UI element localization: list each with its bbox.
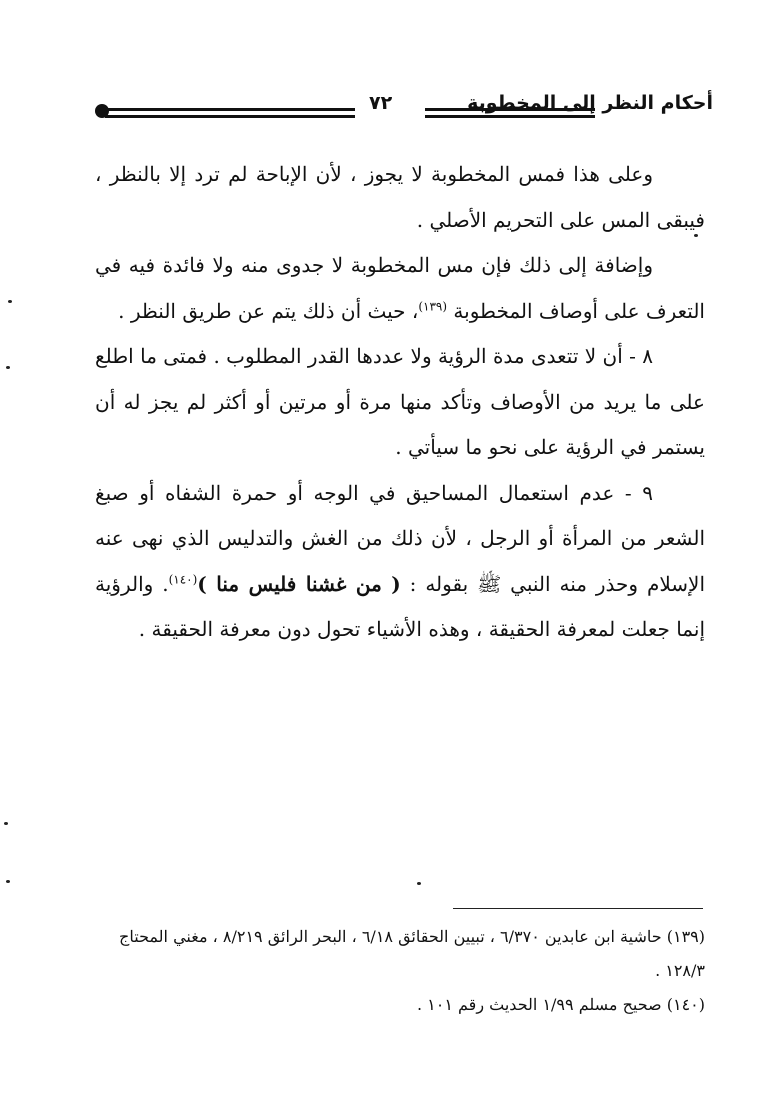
footnote-ref-140: (١٤٠) [168,571,198,586]
footnote-separator [453,908,703,909]
paragraph-mass-ruling: وعلى هذا فمس المخطوبة لا يجوز ، لأن الإباحة لم ترد إلا بالنظر ، فيبقى المس على التحريم الأصلي . [95,162,705,232]
header-rule-long [105,108,355,118]
scan-speck [4,822,8,825]
footnote-139: (١٣٩) حاشية ابن عابدين ٦/٣٧٠ ، تبيين الحقائق ٦/١٨ ، البحر الرائق ٨/٢١٩ ، مغني المحتاج ١٢٨/٣ . [119,927,705,980]
running-header [95,88,713,132]
paragraph-item-8: ٨ - أن لا تتعدى مدة الرؤية ولا عددها القدر المطلوب . فمتى ما اطلع على ما يريد من الأوصاف وتأكد منها مرة أو مرتين أو أكثر لم يجز له أن يستمر في الرؤية على نحو ما سيأتي . [95,344,705,459]
footnote-140: (١٤٠) صحيح مسلم ١/٩٩ الحديث رقم ١٠١ . [416,995,705,1014]
footnote-ref-139: (١٣٩) [418,298,448,313]
paragraph-text: وإضافة إلى ذلك فإن مس المخطوبة لا جدوى منه ولا فائدة فيه في التعرف على أوصاف المخطوبة [95,253,705,323]
header-title: أحكام النظر إلى المخطوبة [467,92,713,114]
page-number: ٧٢ [369,92,393,114]
paragraph-text: . والرؤية إنما جعلت لمعرفة الحقيقة ، وهذه الأشياء تحول دون معرفة الحقيقة . [95,571,705,641]
scan-speck [6,880,10,883]
paragraph-no-benefit [95,243,705,334]
header-rule-dot [95,104,109,118]
footnotes [95,920,705,1022]
scan-speck [417,882,421,885]
scan-speck [8,300,12,303]
body-text [95,152,705,653]
paragraph-text: ، حيث أن ذلك يتم عن طريق النظر . [118,298,419,323]
paragraph-item-9 [95,471,705,653]
scan-speck [6,366,10,369]
paragraph-text: ٩ - عدم استعمال المساحيق في الوجه أو حمرة الشفاه أو صبغ الشعر من المرأة أو الرجل ، لأن ذلك من الغش والتدليس الذي نهى عنه الإسلام وحذر منه النبي ﷺ بقوله : [95,480,705,596]
scan-speck [694,234,698,237]
hadith-quote: ( من غشنا فليس منا ) [197,571,401,596]
header-rule-short [425,108,595,118]
